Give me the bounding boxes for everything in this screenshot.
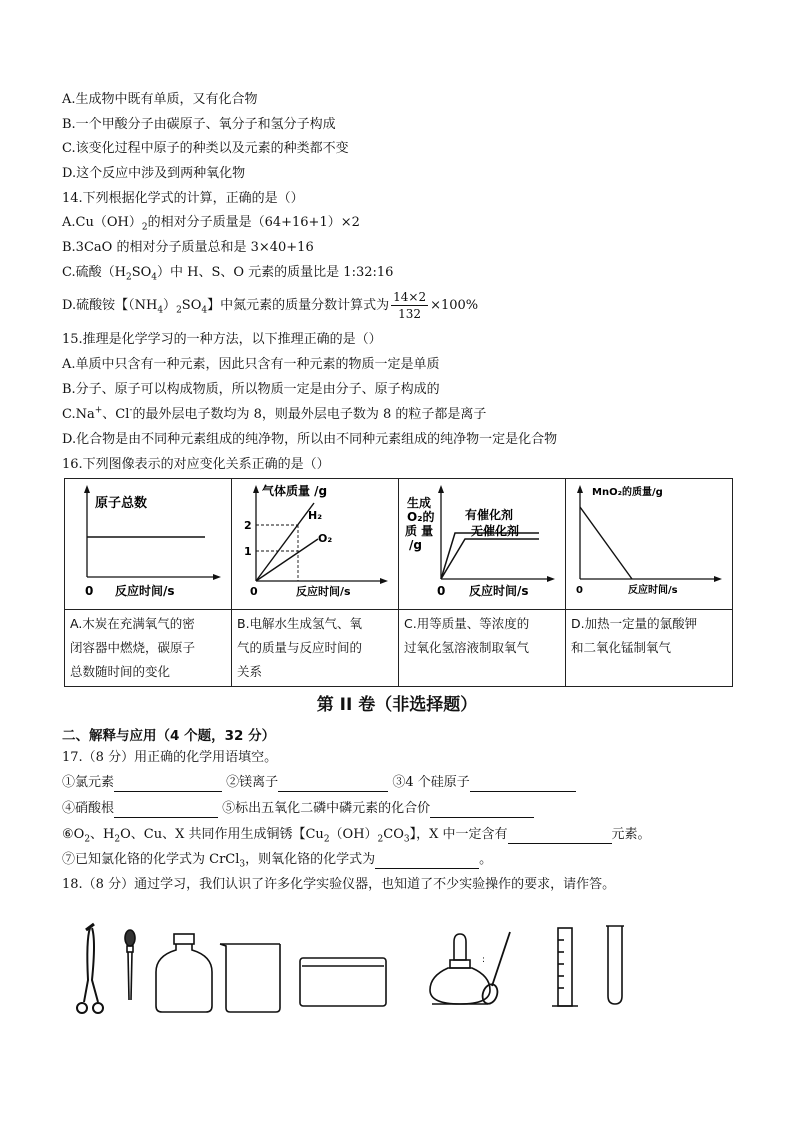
- graduated-cylinder-icon: [552, 928, 578, 1006]
- q13-option-c: C.该变化过程中原子的种类以及元素的种类都不变: [62, 141, 349, 156]
- graph-c-cell: [399, 479, 566, 610]
- caption-b: B.电解水生成氢气、氧 气的质量与反应时间的 关系: [232, 610, 399, 687]
- medicine-spoon-icon: [480, 932, 510, 1006]
- graph-c: [399, 479, 565, 605]
- graph-d-ylabel: MnO₂的质量/g: [592, 487, 663, 498]
- q17-row-2: ④硝酸根 ⑤标出五氧化二磷中磷元素的化合价: [62, 800, 534, 818]
- q14-stem: 14.下列根据化学式的计算，正确的是（）: [62, 191, 304, 206]
- blank-chlorine[interactable]: [114, 777, 222, 792]
- graph-b-h2-label: H₂: [308, 509, 323, 522]
- q16-graph-table: [64, 478, 733, 687]
- blank-silicon-atoms[interactable]: [470, 777, 576, 792]
- graph-a-origin: 0: [85, 584, 94, 598]
- mno2-mass-line: [580, 507, 632, 579]
- graph-b-ylabel: 气体质量 /g: [262, 484, 328, 498]
- graph-c-ylabel-3: 质 量: [405, 524, 434, 538]
- q15-option-d: D.化合物是由不同种元素组成的纯净物，所以由不同种元素组成的纯净物一定是化合物: [62, 432, 558, 447]
- graph-d-xlabel: 反应时间/s: [628, 585, 678, 596]
- crucible-tongs-icon: [77, 924, 103, 1013]
- graph-c-ylabel-1: 生成: [407, 496, 432, 510]
- instrument-figure: [70, 920, 650, 1020]
- wide-mouth-bottle-icon: [156, 934, 212, 1012]
- no-catalyst-curve: [441, 539, 539, 579]
- catalyst-curve: [441, 533, 539, 579]
- q13-option-a: A.生成物中既有单质，又有化合物: [62, 92, 258, 107]
- graph-c-no-catalyst-label: 无催化剂: [471, 524, 520, 538]
- graph-b-xlabel: 反应时间/s: [296, 585, 351, 598]
- q15-stem: 15.推理是化学学习的一种方法，以下推理正确的是（）: [62, 332, 382, 347]
- graph-c-xlabel: 反应时间/s: [469, 584, 529, 598]
- q15-option-a: A.单质中只含有一种元素，因此只含有一种元素的物质一定是单质: [62, 357, 440, 372]
- graph-b-cell: [232, 479, 399, 610]
- test-tube-icon: [606, 926, 624, 1004]
- blank-magnesium-ion[interactable]: [278, 777, 388, 792]
- caption-d: D.加热一定量的氯酸钾 和二氧化锰制氧气: [566, 610, 733, 687]
- graph-d-origin: 0: [576, 585, 583, 596]
- graph-b: [232, 479, 398, 605]
- blank-chromium-oxide[interactable]: [375, 854, 479, 869]
- blank-nitrate[interactable]: [114, 803, 218, 818]
- q15-option-b: B.分子、原子可以构成物质，所以物质一定是由分子、原子构成的: [62, 382, 440, 397]
- caption-a: A.木炭在充满氧气的密 闭容器中燃烧，碳原子 总数随时间的变化: [65, 610, 232, 687]
- beaker-icon: [220, 944, 280, 1012]
- graph-c-ylabel-2: O₂的: [407, 510, 435, 524]
- q16-stem: 16.下列图像表示的对应变化关系正确的是（）: [62, 457, 330, 472]
- caption-c: C.用等质量、等浓度的 过氧化氢溶液制取氧气: [399, 610, 566, 687]
- q17-row-3: $⑥O_2$、$H_2O$、Cu、X 共同作用生成铜锈【$Cu_2(OH)_2CO_3$】，X 中一定含有 元素。: [62, 827, 651, 845]
- graph-c-ylabel-4: /g: [409, 538, 422, 552]
- q17-stem: 17.（8 分）用正确的化学用语填空。: [62, 750, 278, 765]
- svg-text::: :: [482, 955, 486, 965]
- graph-a-xlabel: 反应时间/s: [115, 584, 175, 598]
- q17-row-4: ⑦已知氯化铬的化学式为 CrCl$_3$，则氧化铬的化学式为 。: [62, 852, 493, 870]
- section2-title: 二、解释与应用（4 个题，32 分）: [62, 728, 276, 744]
- graph-a-cell: [65, 479, 232, 610]
- q13-option-b: B.一个甲酸分子由碳原子、氧分子和氢分子构成: [62, 117, 336, 132]
- graph-c-origin: 0: [437, 584, 446, 598]
- graph-b-tick-1: 1: [244, 545, 252, 558]
- q15-option-c: C.Na+、Cl-的最外层电子数均为 8，则最外层电子数为 8 的粒子都是离子: [62, 405, 487, 422]
- graph-c-catalyst-label: 有催化剂: [465, 508, 514, 522]
- q14-option-d: D.硫酸铵【$(NH_4)_2SO_4$】中氮元素的质量分数计算式为 $\frac{14\times 2}{132}$ ×100%: [62, 290, 479, 321]
- q14-option-a: $A.Cu(OH)_2$的相对分子质量是（64+16+1）×2: [62, 215, 360, 233]
- blank-phosphorus-valence[interactable]: [430, 803, 534, 818]
- graph-d: [566, 479, 732, 605]
- graph-d-cell: [566, 479, 733, 610]
- h2-line: [256, 503, 314, 581]
- water-trough-icon: [300, 958, 386, 1006]
- graph-b-origin: 0: [250, 585, 258, 598]
- mass-fraction-formula: $\frac{14\times 2}{132}$: [393, 290, 427, 321]
- alcohol-lamp-icon: [430, 934, 490, 1004]
- graph-a-ylabel: 原子总数: [95, 496, 148, 511]
- q14-option-c: C.硫酸$(H_2SO_4)$中 H、S、O 元素的质量比是 1:32:16: [62, 265, 394, 283]
- q13-option-d: D.这个反应中涉及到两种氧化物: [62, 166, 246, 181]
- q17-row-1: ①氯元素 ②镁离子 ③4 个硅原子: [62, 774, 576, 792]
- graph-a: [65, 479, 231, 605]
- graph-b-o2-label: O₂: [318, 532, 333, 545]
- dropper-icon: [125, 930, 135, 1000]
- q14-option-b: B.3CaO 的相对分子质量总和是 3×40+16: [62, 240, 314, 255]
- part2-title: 第 II 卷（非选择题）: [316, 695, 478, 715]
- blank-element[interactable]: [508, 829, 612, 844]
- o2-line: [256, 539, 318, 581]
- q18-stem: 18.（8 分）通过学习，我们认识了许多化学实验仪器，也知道了不少实验操作的要求，请作答。: [62, 877, 616, 892]
- graph-b-tick-2: 2: [244, 519, 252, 532]
